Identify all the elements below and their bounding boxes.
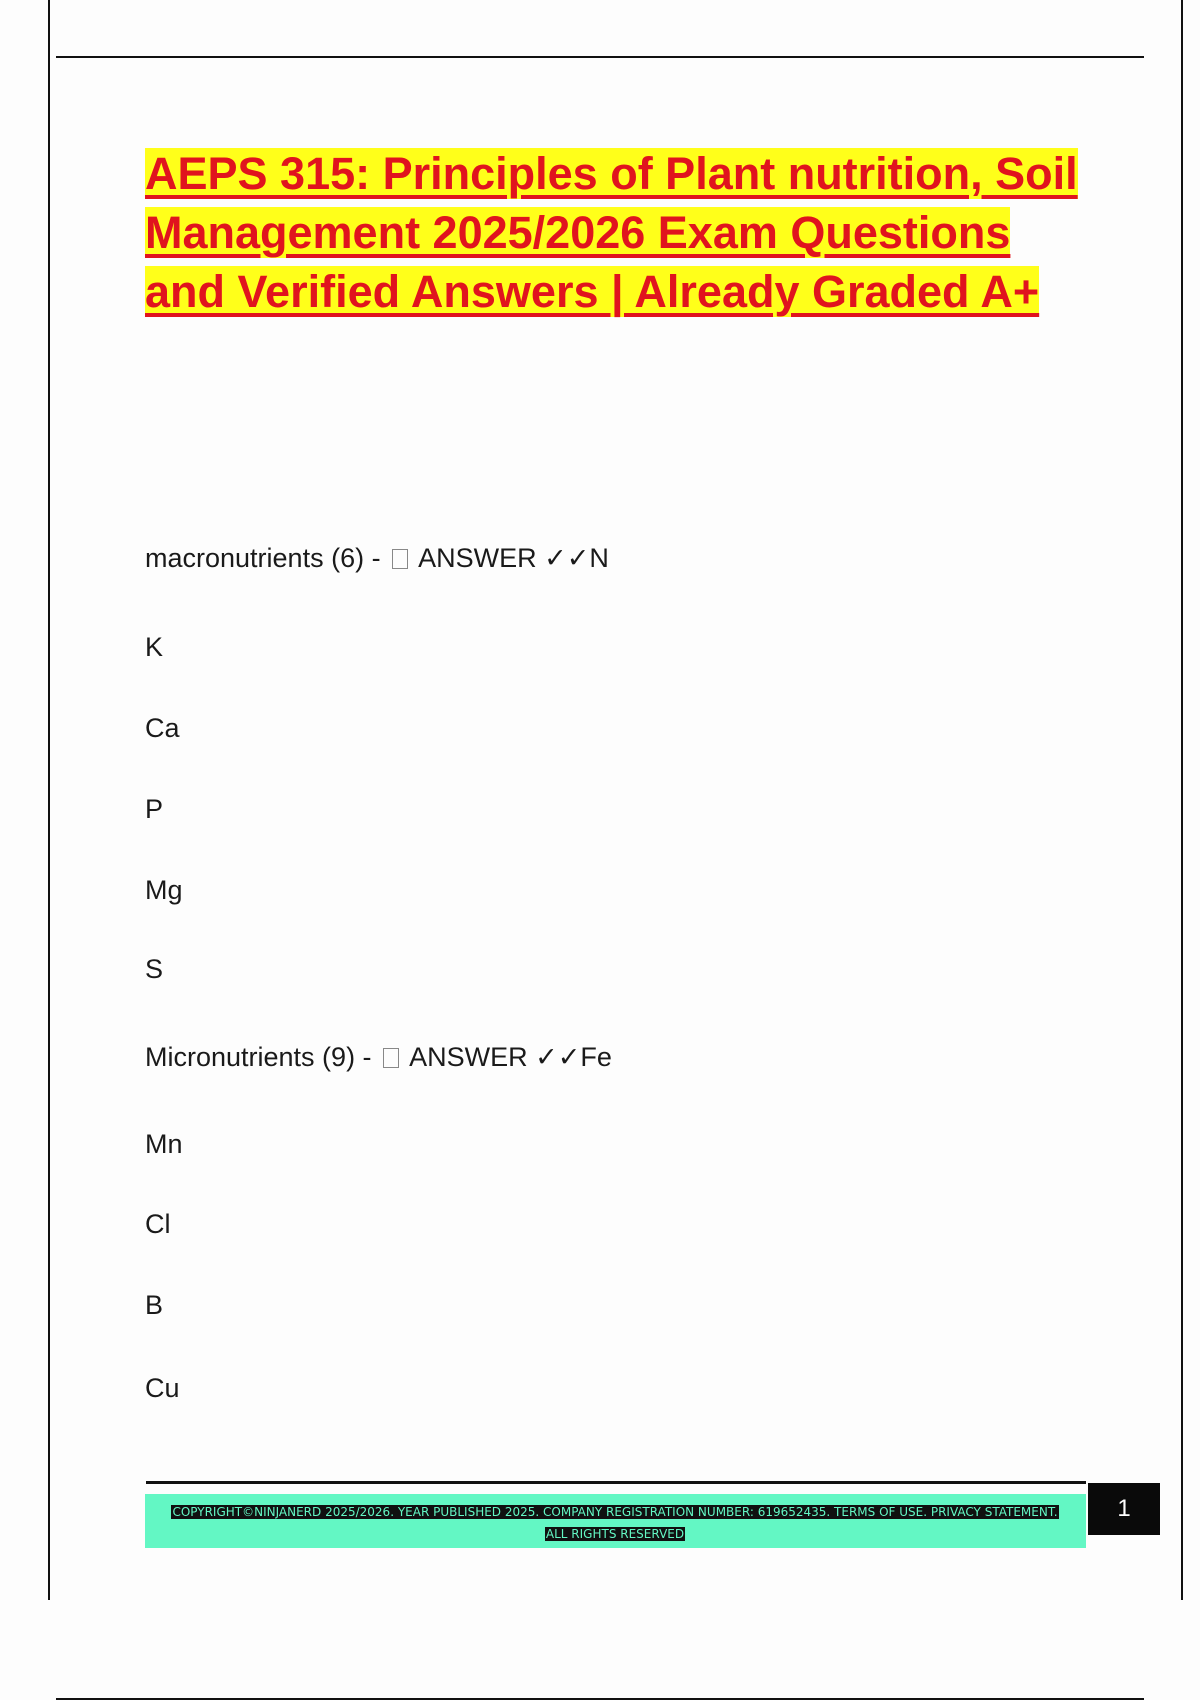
answer-line: S bbox=[145, 954, 164, 984]
answer-text: ANSWER ✓✓Fe bbox=[403, 1042, 612, 1072]
question-line bbox=[145, 1041, 612, 1073]
answer-text: ANSWER ✓✓N bbox=[412, 543, 609, 573]
answer-line: Ca bbox=[145, 713, 180, 743]
footer-rule bbox=[146, 1481, 1086, 1484]
missing-glyph-box-icon bbox=[383, 1048, 399, 1068]
answer-line: B bbox=[145, 1290, 164, 1320]
answer-line: Cu bbox=[145, 1373, 180, 1403]
answer-line: Mn bbox=[145, 1129, 183, 1159]
footer-copyright bbox=[170, 1501, 1060, 1545]
footer-copyright-text: COPYRIGHT©NINJANERD 2025/2026. YEAR PUBLISHED 2025. COMPANY REGISTRATION NUMBER: 619652435. TERMS OF USE. PRIVACY STATEMENT. ALL RIGHTS RESERVED bbox=[172, 1505, 1058, 1541]
question-text: macronutrients (6) - bbox=[145, 543, 389, 573]
header-rule bbox=[56, 56, 1144, 58]
missing-glyph-box-icon bbox=[392, 549, 408, 569]
page-number: 1 bbox=[1088, 1483, 1160, 1535]
answer-line: P bbox=[145, 794, 164, 824]
answer-line: K bbox=[145, 632, 164, 662]
page-border-left bbox=[48, 0, 50, 1600]
page-border-right bbox=[1181, 0, 1183, 1600]
document-title-text: AEPS 315: Principles of Plant nutrition, Soil Management 2025/2026 Exam Questions and Verified Answers | Already Graded A+ bbox=[145, 148, 1078, 317]
question-line bbox=[145, 542, 609, 574]
answer-line: Mg bbox=[145, 875, 183, 905]
answer-line: Cl bbox=[145, 1209, 171, 1239]
document-title bbox=[145, 144, 1085, 321]
question-text: Micronutrients (9) - bbox=[145, 1042, 380, 1072]
